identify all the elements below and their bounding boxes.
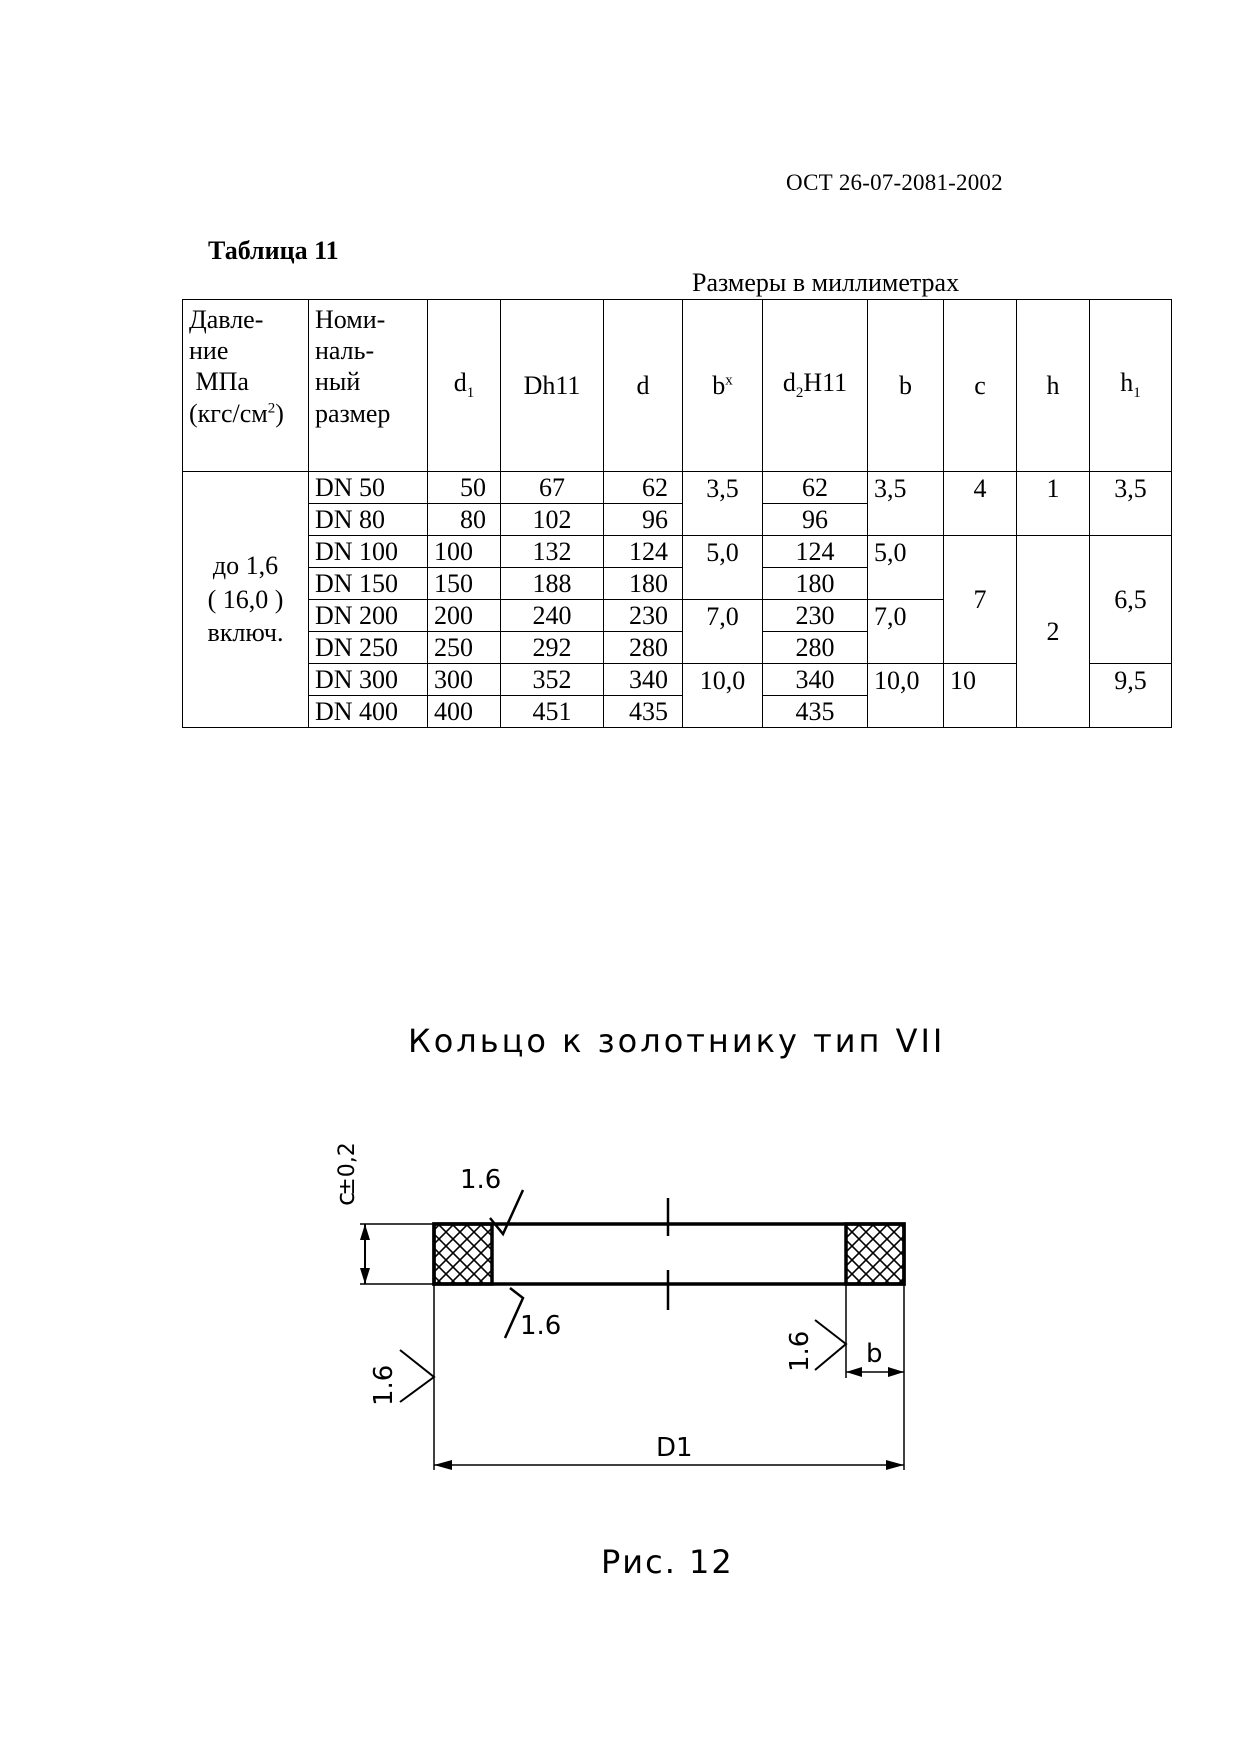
cell-dh11: 188 <box>501 568 604 600</box>
header-d2h11: $d_2H11$ <box>763 300 868 472</box>
cell-h1: 3,5 <box>1090 472 1172 536</box>
table-title: Таблица 11 <box>208 236 339 265</box>
roughness-label-left: 1.6 <box>369 1364 399 1406</box>
cell-d1: 200 <box>428 600 501 632</box>
header-d: d <box>604 300 683 472</box>
cell-dn: DN 250 <box>309 632 428 664</box>
cell-d1: 150 <box>428 568 501 600</box>
roughness-label-bottom: 1.6 <box>520 1311 562 1341</box>
cell-dh11: 451 <box>501 696 604 728</box>
cell-b: 10,0 <box>868 664 944 728</box>
cell-d: 124 <box>604 536 683 568</box>
cell-dn: DN 200 <box>309 600 428 632</box>
cell-b: 7,0 <box>868 600 944 664</box>
cell-d1: 80 <box>428 504 501 536</box>
cell-c: 10 <box>944 664 1017 728</box>
cell-d: 435 <box>604 696 683 728</box>
cell-dn: DN 100 <box>309 536 428 568</box>
cell-dh11: 132 <box>501 536 604 568</box>
header-b: b <box>868 300 944 472</box>
cell-d2h11: 280 <box>763 632 868 664</box>
cell-d: 230 <box>604 600 683 632</box>
cell-d2h11: 340 <box>763 664 868 696</box>
cell-h1: 9,5 <box>1090 664 1172 728</box>
cell-d: 340 <box>604 664 683 696</box>
cell-d1: 50 <box>428 472 501 504</box>
cell-d1: 250 <box>428 632 501 664</box>
table-row <box>183 472 1172 504</box>
roughness-mark-left <box>400 1350 434 1402</box>
figure-caption: Рис. 12 <box>601 1543 734 1581</box>
header-nominal-size: Номи- наль- ный размер <box>309 300 428 472</box>
header-c: c <box>944 300 1017 472</box>
cell-d: 62 <box>604 472 683 504</box>
diameter-label: D1 <box>656 1433 693 1463</box>
ring-drawing <box>320 1120 920 1490</box>
roughness-label-right: 1.6 <box>785 1330 815 1372</box>
cell-dn: DN 80 <box>309 504 428 536</box>
hatched-section-left <box>434 1224 492 1284</box>
cell-dn: DN 50 <box>309 472 428 504</box>
header-dh11: Dh11 <box>501 300 604 472</box>
cell-h: 1 <box>1017 472 1090 536</box>
cell-dn: DN 150 <box>309 568 428 600</box>
dimensions-table <box>182 299 1172 728</box>
cell-bx: 7,0 <box>683 600 763 664</box>
cell-bx: 3,5 <box>683 472 763 536</box>
header-h: h <box>1017 300 1090 472</box>
cell-dn: DN 300 <box>309 664 428 696</box>
figure-title: Кольцо к золотнику тип VII <box>408 1022 946 1060</box>
header-bx: $b^x$ <box>683 300 763 472</box>
cell-d2h11: 435 <box>763 696 868 728</box>
header-pressure: Давле- ние МПа $(кгс/см^2)$ <box>183 300 309 472</box>
roughness-mark-top <box>490 1190 523 1234</box>
cell-d2h11: 96 <box>763 504 868 536</box>
document-code: ОСТ 26-07-2081-2002 <box>786 170 1003 195</box>
cell-dh11: 67 <box>501 472 604 504</box>
cell-d1: 100 <box>428 536 501 568</box>
roughness-label-top: 1.6 <box>460 1165 502 1195</box>
pressure-cell: до 1,6 ( 16,0 ) включ. <box>183 472 309 728</box>
cell-bx: 5,0 <box>683 536 763 600</box>
cell-c: 7 <box>944 536 1017 664</box>
cell-b: 5,0 <box>868 536 944 600</box>
width-label: b <box>866 1339 883 1369</box>
cell-dn: DN 400 <box>309 696 428 728</box>
units-note: Размеры в миллиметрах <box>692 268 960 297</box>
cell-h: 2 <box>1017 536 1090 728</box>
cell-d: 180 <box>604 568 683 600</box>
cell-b: 3,5 <box>868 472 944 536</box>
cell-d2h11: 62 <box>763 472 868 504</box>
cell-dh11: 292 <box>501 632 604 664</box>
cell-d1: 400 <box>428 696 501 728</box>
cell-d2h11: 230 <box>763 600 868 632</box>
cell-d2h11: 180 <box>763 568 868 600</box>
cell-dh11: 352 <box>501 664 604 696</box>
roughness-mark-right <box>815 1320 846 1370</box>
header-d1: $d_1$ <box>428 300 501 472</box>
cell-d: 96 <box>604 504 683 536</box>
cell-d1: 300 <box>428 664 501 696</box>
table-row <box>183 536 1172 568</box>
header-h1: $h_1$ <box>1090 300 1172 472</box>
thickness-label <box>331 1142 361 1206</box>
cell-h1: 6,5 <box>1090 536 1172 664</box>
hatched-section-right <box>846 1224 904 1284</box>
cell-d: 280 <box>604 632 683 664</box>
table-header-row <box>183 300 1172 472</box>
cell-c: 4 <box>944 472 1017 536</box>
svg-text:c±0,2: c±0,2 <box>331 1142 361 1206</box>
cell-bx: 10,0 <box>683 664 763 728</box>
cell-dh11: 102 <box>501 504 604 536</box>
cell-d2h11: 124 <box>763 536 868 568</box>
cell-dh11: 240 <box>501 600 604 632</box>
